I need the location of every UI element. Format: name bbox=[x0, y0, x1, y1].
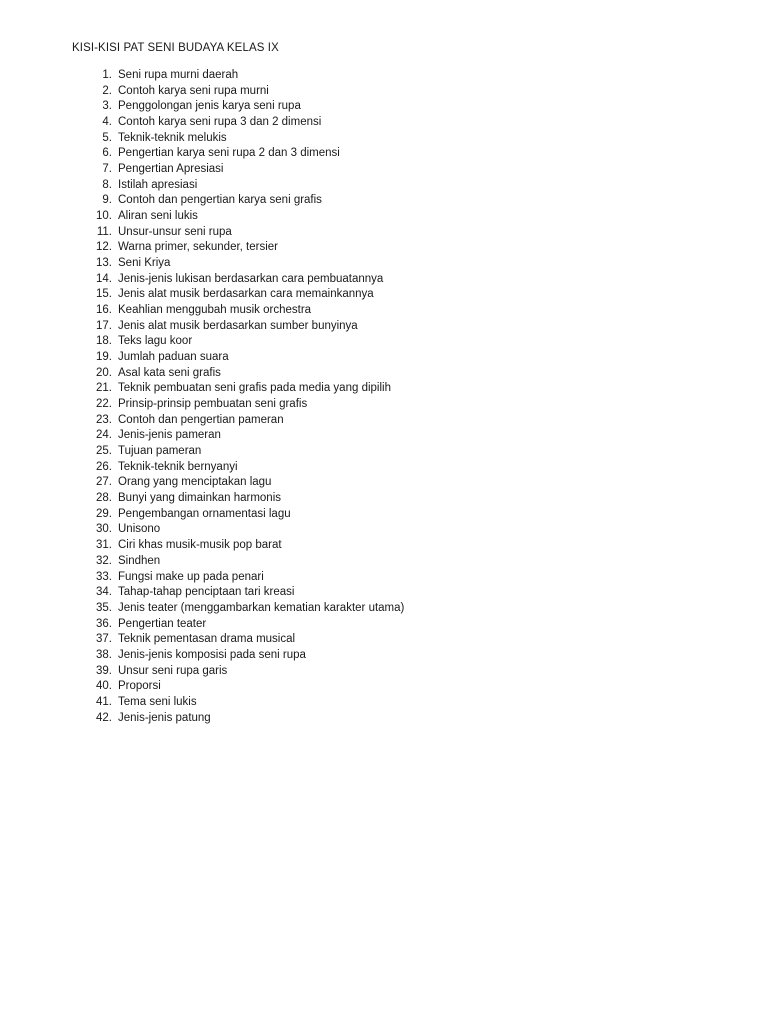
list-item bbox=[0, 162, 768, 178]
list-item bbox=[0, 664, 768, 680]
list-item bbox=[0, 507, 768, 523]
list-item-number: 4. bbox=[102, 116, 112, 129]
list-item-number: 12. bbox=[96, 241, 112, 254]
list-item-number: 33. bbox=[96, 570, 112, 583]
list-item bbox=[0, 491, 768, 507]
list-item-text: Teknik pembuatan seni grafis pada media yang dipilih bbox=[118, 382, 391, 395]
list-item-number: 2. bbox=[102, 84, 112, 97]
list-item bbox=[0, 303, 768, 319]
list-item-text: Contoh dan pengertian pameran bbox=[118, 413, 284, 426]
list-item-number: 3. bbox=[102, 100, 112, 113]
list-item-number: 35. bbox=[96, 601, 112, 614]
list-item-text: Pengertian teater bbox=[118, 617, 207, 630]
list-item-text: Jenis-jenis komposisi pada seni rupa bbox=[118, 648, 306, 661]
document-title: KISI-KISI PAT SENI BUDAYA KELAS IX bbox=[72, 42, 279, 54]
list-item-number: 42. bbox=[96, 711, 112, 724]
list-item-number: 17. bbox=[96, 319, 112, 332]
list-item-text: Teknik-teknik bernyanyi bbox=[118, 460, 238, 473]
list-item-text: Fungsi make up pada penari bbox=[118, 570, 264, 583]
list-item-number: 40. bbox=[96, 680, 112, 693]
list-item-text: Contoh karya seni rupa 3 dan 2 dimensi bbox=[118, 116, 322, 129]
list-item-number: 5. bbox=[102, 131, 112, 144]
list-item-text: Istilah apresiasi bbox=[118, 178, 198, 191]
list-item bbox=[0, 444, 768, 460]
list-item-number: 22. bbox=[96, 398, 112, 411]
list-item-text: Jenis-jenis lukisan berdasarkan cara pembuatannya bbox=[118, 272, 384, 285]
list-item-text: Jenis-jenis patung bbox=[118, 711, 211, 724]
list-item-text: Seni Kriya bbox=[118, 257, 171, 270]
list-item-number: 27. bbox=[96, 476, 112, 489]
list-item bbox=[0, 397, 768, 413]
list-item-text: Sindhen bbox=[118, 554, 161, 567]
list-item bbox=[0, 99, 768, 115]
list-item-number: 32. bbox=[96, 554, 112, 567]
list-item-text: Teknik-teknik melukis bbox=[118, 131, 227, 144]
list-item-number: 7. bbox=[102, 163, 112, 176]
list-item bbox=[0, 256, 768, 272]
list-item bbox=[0, 617, 768, 633]
list-item bbox=[0, 225, 768, 241]
list-item bbox=[0, 209, 768, 225]
list-item-text: Ciri khas musik-musik pop barat bbox=[118, 539, 282, 552]
list-item bbox=[0, 522, 768, 538]
list-item-text: Pengertian karya seni rupa 2 dan 3 dimensi bbox=[118, 147, 340, 160]
list-item bbox=[0, 193, 768, 209]
list-item-text: Tujuan pameran bbox=[118, 445, 202, 458]
list-item bbox=[0, 84, 768, 100]
list-item-number: 11. bbox=[96, 225, 112, 238]
list-item-number: 38. bbox=[96, 648, 112, 661]
list-item-text: Asal kata seni grafis bbox=[118, 366, 221, 379]
list-item-number: 21. bbox=[96, 382, 112, 395]
list-item bbox=[0, 554, 768, 570]
list-item-number: 10. bbox=[96, 210, 112, 223]
list-item bbox=[0, 131, 768, 147]
list-item-number: 9. bbox=[102, 194, 112, 207]
list-item-number: 19. bbox=[96, 351, 112, 364]
list-item bbox=[0, 601, 768, 617]
list-item bbox=[0, 648, 768, 664]
list-item-text: Jumlah paduan suara bbox=[118, 351, 229, 364]
list-item-text: Jenis alat musik berdasarkan cara memainkannya bbox=[118, 288, 374, 301]
list-item-number: 36. bbox=[96, 617, 112, 630]
list-item-text: Unisono bbox=[118, 523, 161, 536]
list-item-text: Prinsip-prinsip pembuatan seni grafis bbox=[118, 398, 308, 411]
list-item bbox=[0, 319, 768, 335]
list-item bbox=[0, 679, 768, 695]
list-item-text: Tema seni lukis bbox=[118, 695, 197, 708]
list-item-number: 18. bbox=[96, 335, 112, 348]
list-item bbox=[0, 538, 768, 554]
list-item-text: Jenis-jenis pameran bbox=[118, 429, 221, 442]
list-item-text: Seni rupa murni daerah bbox=[118, 69, 239, 81]
list-item-number: 14. bbox=[96, 272, 112, 285]
list-item-text: Unsur seni rupa garis bbox=[118, 664, 228, 677]
list-item-text: Penggolongan jenis karya seni rupa bbox=[118, 100, 301, 113]
list-item-number: 25. bbox=[96, 445, 112, 458]
list-item-number: 29. bbox=[96, 507, 112, 520]
list-item-text: Unsur-unsur seni rupa bbox=[118, 225, 232, 238]
list-item-number: 41. bbox=[96, 695, 112, 708]
list-item-text: Contoh dan pengertian karya seni grafis bbox=[118, 194, 322, 207]
list-item bbox=[0, 350, 768, 366]
list-item bbox=[0, 711, 768, 727]
list-item bbox=[0, 460, 768, 476]
list-item-number: 6. bbox=[102, 147, 112, 160]
list-item-text: Aliran seni lukis bbox=[118, 210, 198, 223]
list-item-text: Teknik pementasan drama musical bbox=[118, 633, 296, 646]
list-item bbox=[0, 695, 768, 711]
list-item-text: Jenis alat musik berdasarkan sumber bunyinya bbox=[118, 319, 358, 332]
list-item bbox=[0, 287, 768, 303]
list-item-text: Jenis teater (menggambarkan kematian karakter utama) bbox=[118, 601, 405, 614]
list-item bbox=[0, 413, 768, 429]
list-item-number: 34. bbox=[96, 586, 112, 599]
list-item-text: Bunyi yang dimainkan harmonis bbox=[118, 492, 282, 505]
list-item-number: 16. bbox=[96, 304, 112, 317]
list-item-number: 13. bbox=[96, 257, 112, 270]
list-item-number: 24. bbox=[96, 429, 112, 442]
list-item-number: 30. bbox=[96, 523, 112, 536]
list-item-text: Contoh karya seni rupa murni bbox=[118, 84, 269, 97]
list-item-number: 39. bbox=[96, 664, 112, 677]
list-item-text: Warna primer, sekunder, tersier bbox=[118, 241, 278, 254]
list-item bbox=[0, 428, 768, 444]
list-item-number: 31. bbox=[96, 539, 112, 552]
list-item-text: Proporsi bbox=[118, 680, 161, 693]
list-item bbox=[0, 115, 768, 131]
list-item-number: 23. bbox=[96, 413, 112, 426]
list-item-number: 26. bbox=[96, 460, 112, 473]
list-item bbox=[0, 570, 768, 586]
topic-list bbox=[0, 68, 768, 726]
list-item-text: Pengembangan ornamentasi lagu bbox=[118, 507, 291, 520]
list-item-text: Teks lagu koor bbox=[118, 335, 193, 348]
list-item-text: Orang yang menciptakan lagu bbox=[118, 476, 272, 489]
list-item bbox=[0, 475, 768, 491]
list-item bbox=[0, 585, 768, 601]
list-item bbox=[0, 240, 768, 256]
list-item bbox=[0, 334, 768, 350]
list-item-number: 20. bbox=[96, 366, 112, 379]
list-item-text: Pengertian Apresiasi bbox=[118, 163, 224, 176]
list-item bbox=[0, 68, 768, 84]
list-item bbox=[0, 178, 768, 194]
list-item-number: 1. bbox=[102, 69, 112, 81]
list-item bbox=[0, 366, 768, 382]
list-item-text: Keahlian menggubah musik orchestra bbox=[118, 304, 312, 317]
list-item bbox=[0, 632, 768, 648]
list-item-number: 15. bbox=[96, 288, 112, 301]
list-item bbox=[0, 272, 768, 288]
list-item bbox=[0, 381, 768, 397]
list-item-number: 37. bbox=[96, 633, 112, 646]
list-item-number: 28. bbox=[96, 492, 112, 505]
list-item-text: Tahap-tahap penciptaan tari kreasi bbox=[118, 586, 295, 599]
list-item-number: 8. bbox=[102, 178, 112, 191]
list-item bbox=[0, 146, 768, 162]
